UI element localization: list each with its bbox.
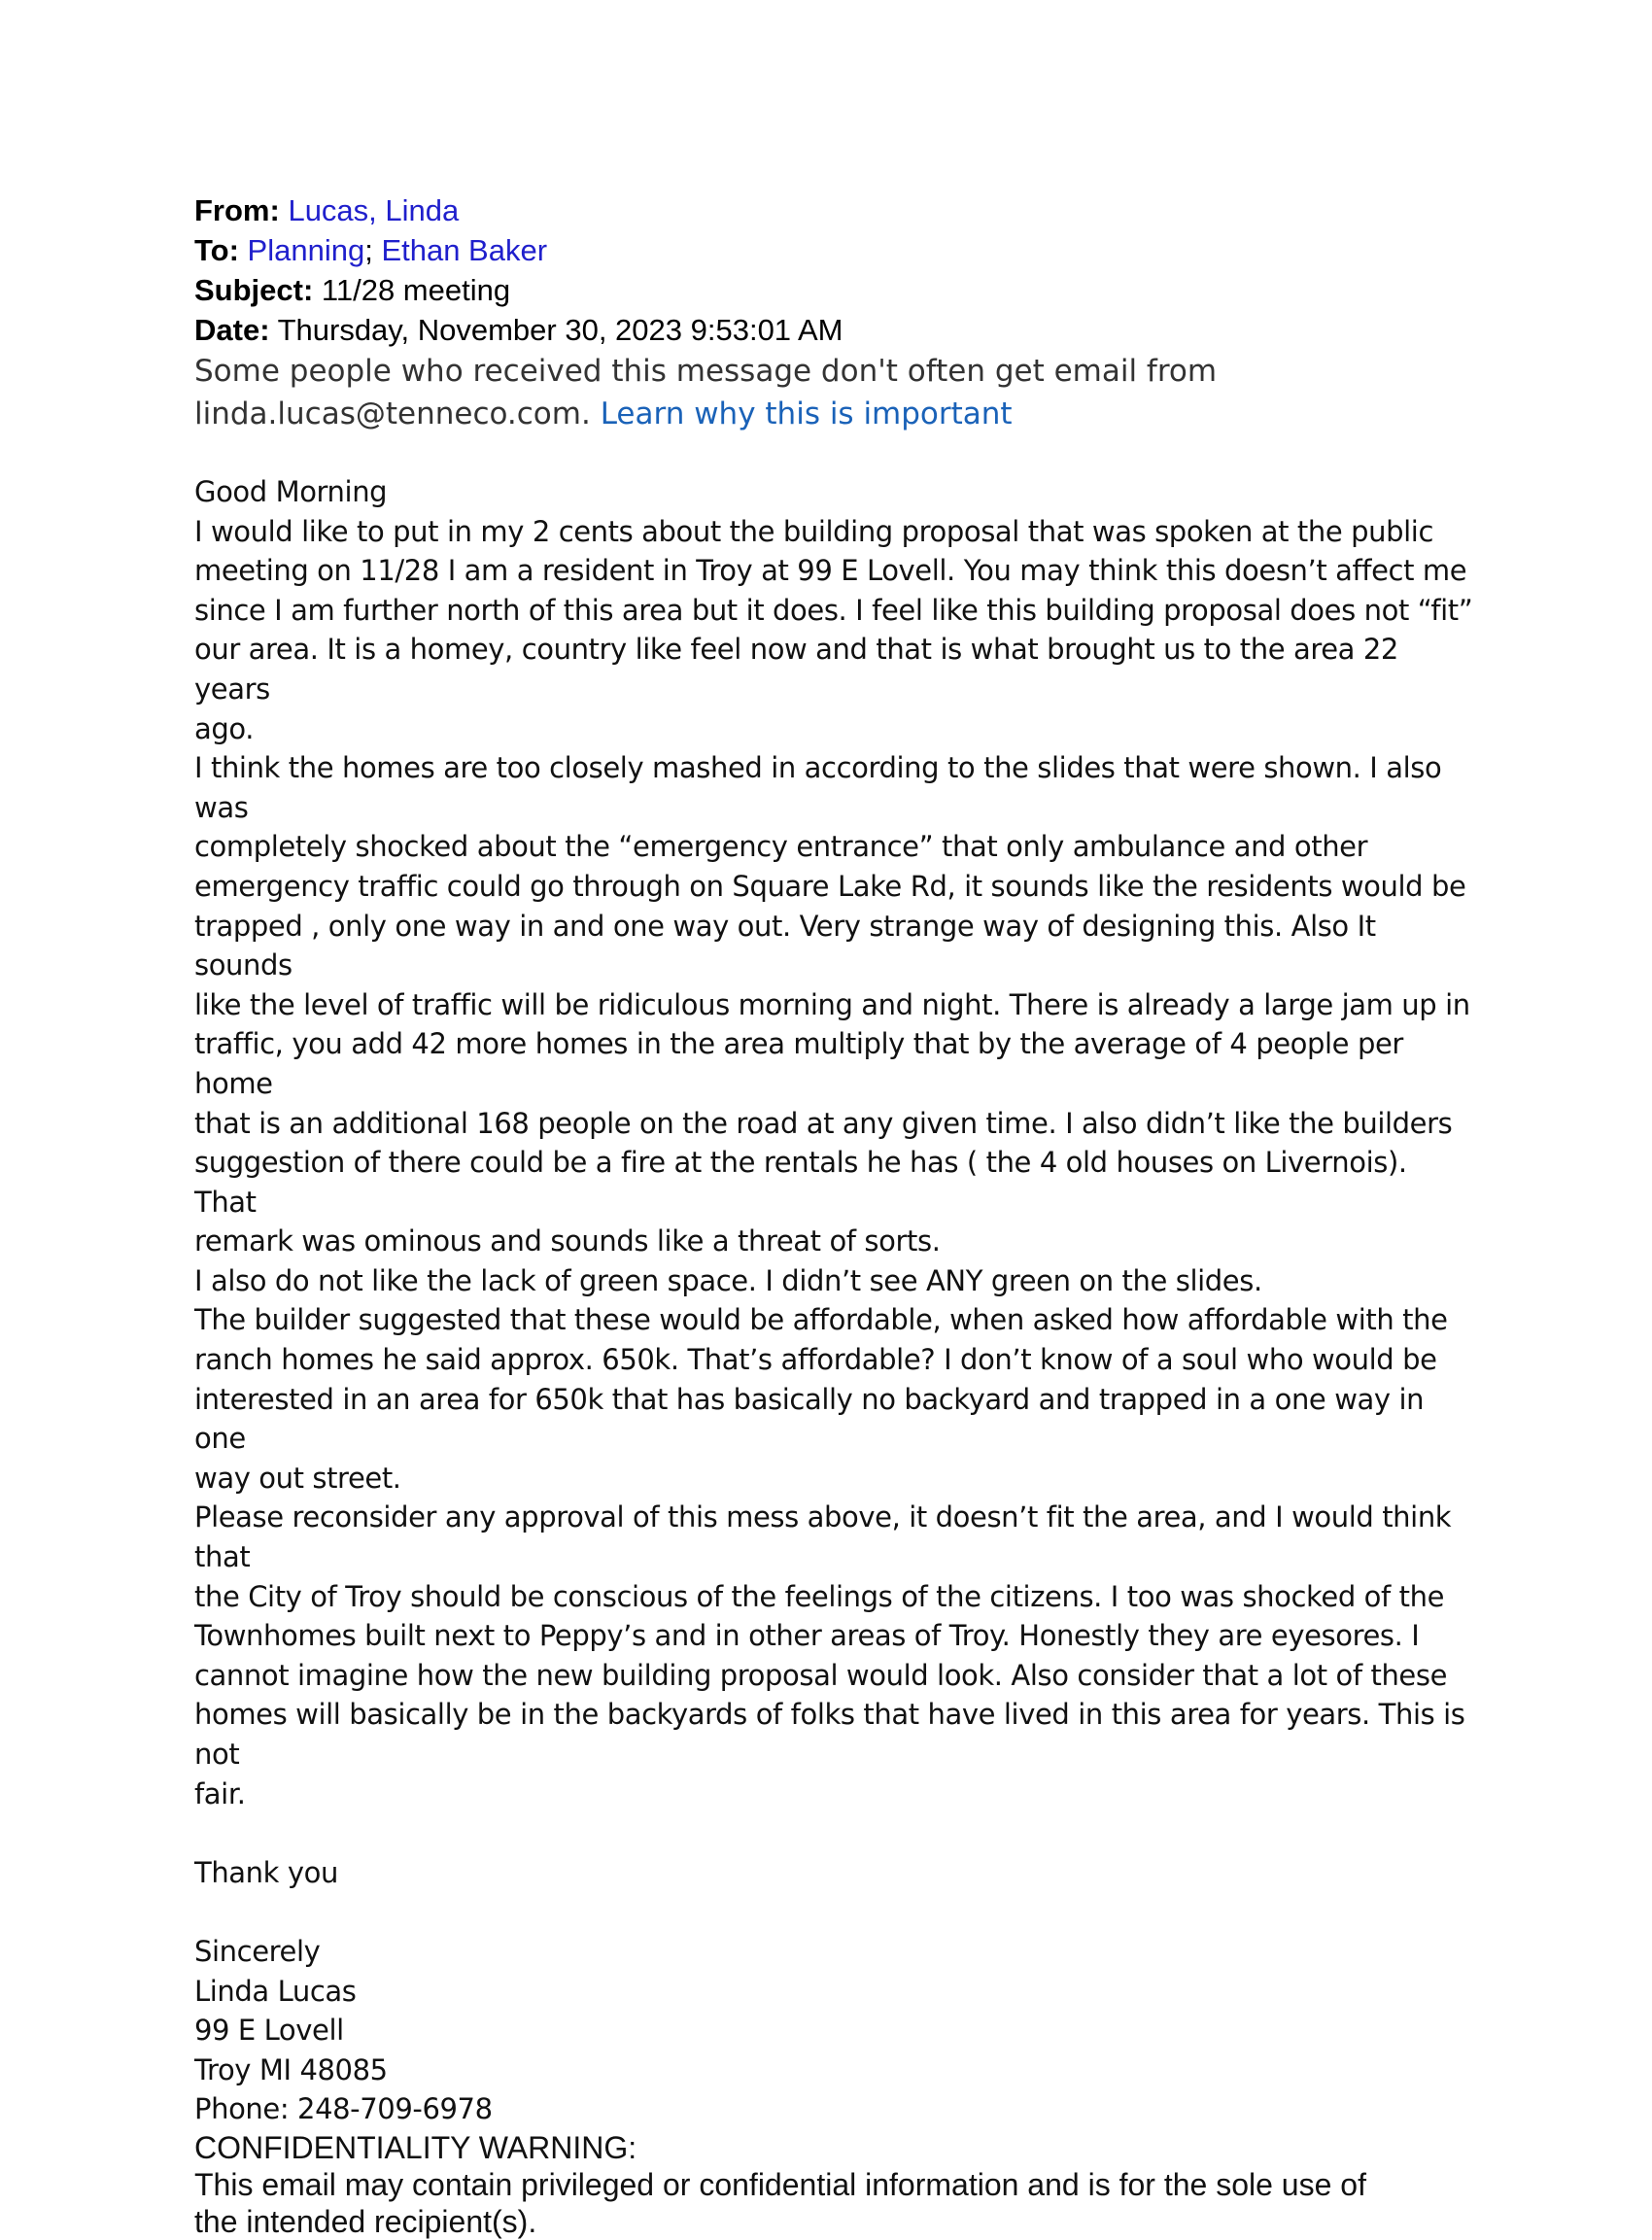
body-line: since I am further north of this area but it does. I feel like this building proposal does not “fit” [194,593,1473,627]
confidentiality-title: CONFIDENTIALITY WARNING: [194,2129,637,2165]
from-row [194,190,1477,230]
body-paragraphs [194,512,1477,1814]
to-recipient-ethan-baker[interactable]: Ethan Baker [381,233,548,267]
to-label: To: [194,233,239,267]
confidentiality-line-2: the intended recipient(s). [194,2203,537,2239]
body-line: that is an additional 168 people on the road at any given time. I also didn’t like the builders [194,1106,1453,1140]
sender-address: linda.lucas@tenneco.com. [194,396,591,431]
body-line: I also do not like the lack of green space. I didn’t see ANY green on the slides. [194,1263,1262,1297]
learn-why-link[interactable]: Learn why this is important [600,396,1013,431]
subject-row [194,270,1477,310]
body-line: Please reconsider any approval of this mess above, it doesn’t fit the area, and I would think that [194,1500,1452,1574]
body-line: way out street. [194,1461,401,1495]
message-body [194,472,1477,2129]
body-line: like the level of traffic will be ridiculous morning and night. There is already a large jam up in [194,987,1470,1021]
body-line: traffic, you add 42 more homes in the area multiply that by the average of 4 people per home [194,1027,1403,1100]
body-line: interested in an area for 650k that has basically no backyard and trapped in a one way in one [194,1382,1425,1456]
body-line: our area. It is a homey, country like feel now and that is what brought us to the area 22 years [194,633,1398,706]
to-row [194,230,1477,270]
body-line: ago. [194,711,255,745]
body-line: meeting on 11/28 I am a resident in Troy at 99 E Lovell. You may think this doesn’t affect me [194,554,1467,588]
date-row [194,310,1477,350]
body-line: cannot imagine how the new building proposal would look. Also consider that a lot of these [194,1658,1448,1692]
signature-name: Linda Lucas [194,1974,357,2008]
signature-phone: Phone: 248-709-6978 [194,2092,493,2126]
notice-line-1: Some people who received this message don't often get email from [194,354,1218,389]
to-separator: ; [364,233,373,267]
from-link[interactable]: Lucas, Linda [288,193,460,227]
body-line: ranch homes he said approx. 650k. That’s affordable? I don’t know of a soul who would be [194,1343,1437,1377]
subject-label: Subject: [194,273,314,307]
closing: Sincerely [194,1934,321,1968]
notice-line-2 [194,393,1477,435]
body-line: homes will basically be in the backyards of folks that have lived in this area for years. This is not [194,1698,1465,1771]
body-line: the City of Troy should be conscious of the feelings of the citizens. I too was shocked of the [194,1579,1445,1613]
body-line: Townhomes built next to Peppy’s and in other areas of Troy. Honestly they are eyesores. I [194,1619,1420,1653]
confidentiality-line-1: This email may contain privileged or confidential information and is for the sole use of [194,2166,1366,2202]
greeting: Good Morning [194,475,388,508]
external-sender-notice [194,350,1477,435]
email-document [194,190,1477,2240]
thanks: Thank you [194,1855,338,1889]
to-recipient-planning[interactable]: Planning [247,233,365,267]
date-value: Thursday, November 30, 2023 9:53:01 AM [277,313,843,347]
body-line: remark was ominous and sounds like a threat of sorts. [194,1224,941,1258]
confidentiality-warning [194,2129,1477,2240]
body-line: completely shocked about the “emergency entrance” that only ambulance and other [194,830,1368,864]
body-line: I would like to put in my 2 cents about the building proposal that was spoken at the public [194,514,1433,548]
body-line: The builder suggested that these would be affordable, when asked how affordable with the [194,1303,1448,1337]
date-label: Date: [194,313,270,347]
body-line: fair. [194,1776,246,1810]
body-line: trapped , only one way in and one way out. Very strange way of designing this. Also It sounds [194,909,1376,982]
from-label: From: [194,193,280,227]
subject-value: 11/28 meeting [321,273,511,307]
signature-address-2: Troy MI 48085 [194,2052,388,2086]
body-line: I think the homes are too closely mashed in according to the slides that were shown. I also was [194,751,1442,824]
body-line: suggestion of there could be a fire at the rentals he has ( the 4 old houses on Livernois). That [194,1146,1407,1219]
body-line: emergency traffic could go through on Square Lake Rd, it sounds like the residents would be [194,869,1466,903]
signature-address-1: 99 E Lovell [194,2014,344,2048]
